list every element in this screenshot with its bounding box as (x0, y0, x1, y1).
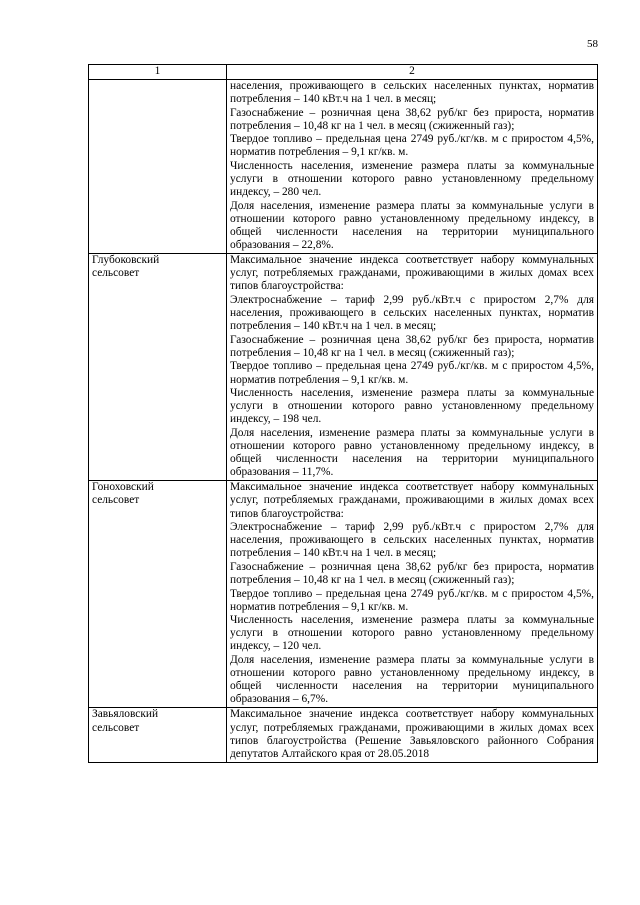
table-row (89, 254, 598, 481)
page-number: 58 (587, 38, 598, 50)
paragraph-index-summary: Максимальное значение индекса соответствует набору коммунальных услуг, потребляемых гражданами, проживающими в жилых домах всех типов благоустройства: (230, 254, 594, 293)
description-cell (227, 708, 598, 762)
table-header-row (89, 65, 598, 80)
description-cell (227, 80, 598, 254)
municipality-type: сельсовет (92, 267, 140, 280)
paragraph-gas: Газоснабжение – розничная цена 38,62 руб/кг без прироста, норматив потребления – 10,48 кг на 1 чел. в месяц (сжиженный газ); (230, 106, 594, 132)
paragraph-population-share: Доля населения, изменение размера платы за коммунальные услуги в отношении которого равно установленному предельному индексу, в общей численности населения на территории муниципального образования – 11,7%. (230, 426, 594, 479)
paragraph-population-count: Численность населения, изменение размера платы за коммунальные услуги в отношении которого равно установленному предельному индексу, – 280 чел. (230, 160, 594, 199)
municipality-name: Завьяловский (92, 708, 159, 721)
paragraph-solid-fuel: Твердое топливо – предельная цена 2749 руб./кг/кв. м с приростом 4,5%, норматив потребления – 9,1 кг/кв. м. (230, 360, 594, 386)
paragraph-solid-fuel: Твердое топливо – предельная цена 2749 руб./кг/кв. м с приростом 4,5%, норматив потребления – 9,1 кг/кв. м. (230, 587, 594, 613)
paragraph-population-count: Численность населения, изменение размера платы за коммунальные услуги в отношении которого равно установленному предельному индексу, – 120 чел. (230, 614, 594, 653)
municipality-type: сельсовет (92, 494, 140, 507)
municipality-type: сельсовет (92, 721, 140, 734)
municipality-name: Глубоковский (92, 254, 160, 267)
paragraph-gas: Газоснабжение – розничная цена 38,62 руб/кг без прироста, норматив потребления – 10,48 кг на 1 чел. в месяц (сжиженный газ); (230, 560, 594, 586)
paragraph-index-summary: Максимальное значение индекса соответствует набору коммунальных услуг, потребляемых гражданами, проживающими в жилых домах всех типов благоустройства (Решение Завьяловского районного Собрания депутатов Алтайского края от 28.05.2018 (230, 708, 594, 760)
column-header-1: 1 (89, 65, 227, 80)
table-row (89, 80, 598, 254)
paragraph-electricity-continued: населения, проживающего в сельских населенных пунктах, норматив потребления – 140 кВт.ч на 1 чел. в месяц; (230, 80, 594, 106)
municipality-name: Гоноховский (92, 481, 154, 494)
description-cell (227, 481, 598, 708)
description-cell (227, 254, 598, 481)
municipality-cell (89, 80, 227, 254)
municipality-cell (89, 254, 227, 481)
table-row (89, 481, 598, 708)
paragraph-solid-fuel: Твердое топливо – предельная цена 2749 руб./кг/кв. м с приростом 4,5%, норматив потребления – 9,1 кг/кв. м. (230, 133, 594, 159)
paragraph-electricity: Электроснабжение – тариф 2,99 руб./кВт.ч с приростом 2,7% для населения, проживающего в сельских населенных пунктах, норматив потребления – 140 кВт.ч на 1 чел. в месяц; (230, 521, 594, 560)
paragraph-electricity: Электроснабжение – тариф 2,99 руб./кВт.ч с приростом 2,7% для населения, проживающего в сельских населенных пунктах, норматив потребления – 140 кВт.ч на 1 чел. в месяц; (230, 294, 594, 333)
municipality-cell (89, 708, 227, 762)
column-header-2: 2 (227, 65, 598, 80)
paragraph-population-share: Доля населения, изменение размера платы за коммунальные услуги в отношении которого равно установленному предельному индексу, в общей численности населения на территории муниципального образования – 6,7%. (230, 654, 594, 706)
paragraph-index-summary: Максимальное значение индекса соответствует набору коммунальных услуг, потребляемых гражданами, проживающими в жилых домах всех типов благоустройства: (230, 481, 594, 520)
index-table (88, 64, 598, 763)
paragraph-gas: Газоснабжение – розничная цена 38,62 руб/кг без прироста, норматив потребления – 10,48 кг на 1 чел. в месяц (сжиженный газ); (230, 333, 594, 359)
paragraph-population-share: Доля населения, изменение размера платы за коммунальные услуги в отношении которого равно установленному предельному индексу, в общей численности населения на территории муниципального образования – 22,8%. (230, 199, 594, 252)
table-row (89, 708, 598, 762)
paragraph-population-count: Численность населения, изменение размера платы за коммунальные услуги в отношении которого равно установленному предельному индексу, – 198 чел. (230, 387, 594, 426)
municipality-cell (89, 481, 227, 708)
